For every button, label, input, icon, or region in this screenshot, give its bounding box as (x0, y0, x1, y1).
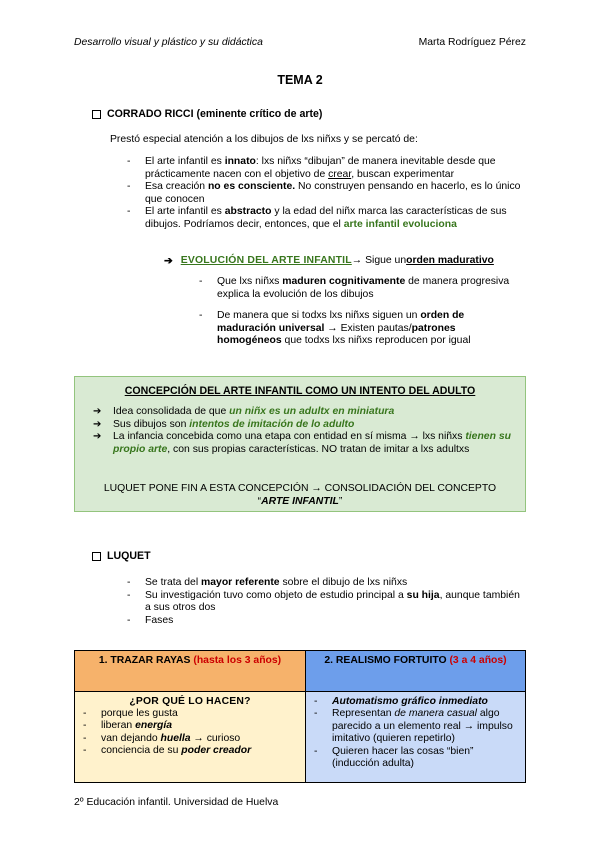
list-item: - porque les gusta (83, 708, 297, 720)
concept-box (74, 376, 526, 512)
phase-1-list (83, 708, 297, 758)
list-item: - Se trata del mayor referente sobre el dibujo de lxs niñxs (127, 577, 527, 590)
phase-2-list (314, 696, 517, 770)
luquet-list (127, 577, 527, 627)
list-item: - liberan energía (83, 720, 297, 732)
list-item: - conciencia de su poder creador (83, 745, 297, 757)
list-item: - van dejando huella → curioso (83, 733, 297, 745)
list-item: - Fases (127, 615, 527, 628)
list-item: - El arte infantil es abstracto y la edad del niñx marca las características de sus dibujos. Podríamos decir, entonces, que el arte infantil evoluciona (127, 206, 527, 231)
list-item: - El arte infantil es innato: lxs niñxs “dibujan” de manera inevitable desde que prácticamente nacen con el objetivo de crear, buscan experimentar (127, 156, 527, 181)
phases-table (74, 650, 526, 783)
list-item: ➔ La infancia concebida como una etapa con entidad en sí misma → lxs niñxs tienen su propio arte, con sus propias características. NO tratan de imitar a lxs adultxs (93, 431, 513, 456)
checkbox-icon[interactable] (92, 110, 101, 119)
phase-2-header: 2. REALISMO FORTUITO (3 a 4 años) (306, 651, 526, 692)
arrow-right-icon: ➔ (164, 256, 173, 267)
list-item: - Su investigación tuvo como objeto de estudio principal a su hija, aunque también a sus otros dos (127, 590, 527, 615)
page-title: TEMA 2 (277, 73, 323, 87)
section-ricci-title: CORRADO RICCI (eminente crítico de arte) (107, 108, 323, 120)
list-item: ➔ Idea consolidada de que un niñx es un adultx en miniatura (93, 406, 513, 419)
list-item: - De manera que si todxs lxs niñxs siguen un orden de maduración universal → Existen pautas/patrones homogéneos que todxs lxs niñxs reproducen por igual (199, 310, 519, 348)
evolution-line (164, 255, 494, 267)
evolution-heading: EVOLUCIÓN DEL ARTE INFANTIL (180, 255, 352, 266)
page-footer: 2º Educación infantil. Universidad de Huelva (74, 797, 279, 808)
list-item: - Esa creación no es consciente. No construyen pensando en hacerlo, es lo único que conocen (127, 181, 527, 206)
list-item: - Quieren hacer las cosas “bien” (inducción adulta) (314, 746, 517, 771)
checkbox-icon[interactable] (92, 552, 101, 561)
phase-1-header: 1. TRAZAR RAYAS (hasta los 3 años) (75, 651, 306, 692)
section-luquet-heading (92, 550, 151, 562)
header-author: Marta Rodríguez Pérez (418, 37, 526, 48)
evolution-sublist (199, 276, 519, 348)
section-luquet-title: LUQUET (107, 550, 151, 562)
list-item: - Representan de manera casual algo parecido a un elemento real → impulso imitativo (quieren repetirlo) (314, 708, 517, 745)
section-ricci-heading (92, 108, 322, 120)
concept-box-conclusion: LUQUET PONE FIN A ESTA CONCEPCIÓN → CONSOLIDACIÓN DEL CONCEPTO “ARTE INFANTIL” (103, 483, 497, 507)
concept-box-title: CONCEPCIÓN DEL ARTE INFANTIL COMO UN INTENTO DEL ADULTO (124, 385, 476, 397)
ricci-intro: Prestó especial atención a los dibujos de lxs niñxs y se percató de: (110, 134, 418, 145)
phase-1-question: ¿POR QUÉ LO HACEN? (129, 696, 251, 707)
evolution-mid: → Sigue un (351, 255, 407, 266)
concept-list (93, 406, 513, 456)
list-item: ➔ Sus dibujos son intentos de imitación de lo adulto (93, 419, 513, 432)
list-item: - Automatismo gráfico inmediato (314, 696, 517, 708)
list-item: - Que lxs niñxs maduren cognitivamente de manera progresiva explica la evolución de los dibujos (199, 276, 519, 301)
ricci-list (127, 156, 527, 232)
phase-1-cell (75, 692, 306, 783)
header-subject: Desarrollo visual y plástico y su didáctica (74, 37, 263, 48)
phase-2-cell (306, 692, 526, 783)
evolution-order: orden madurativo (406, 255, 494, 266)
